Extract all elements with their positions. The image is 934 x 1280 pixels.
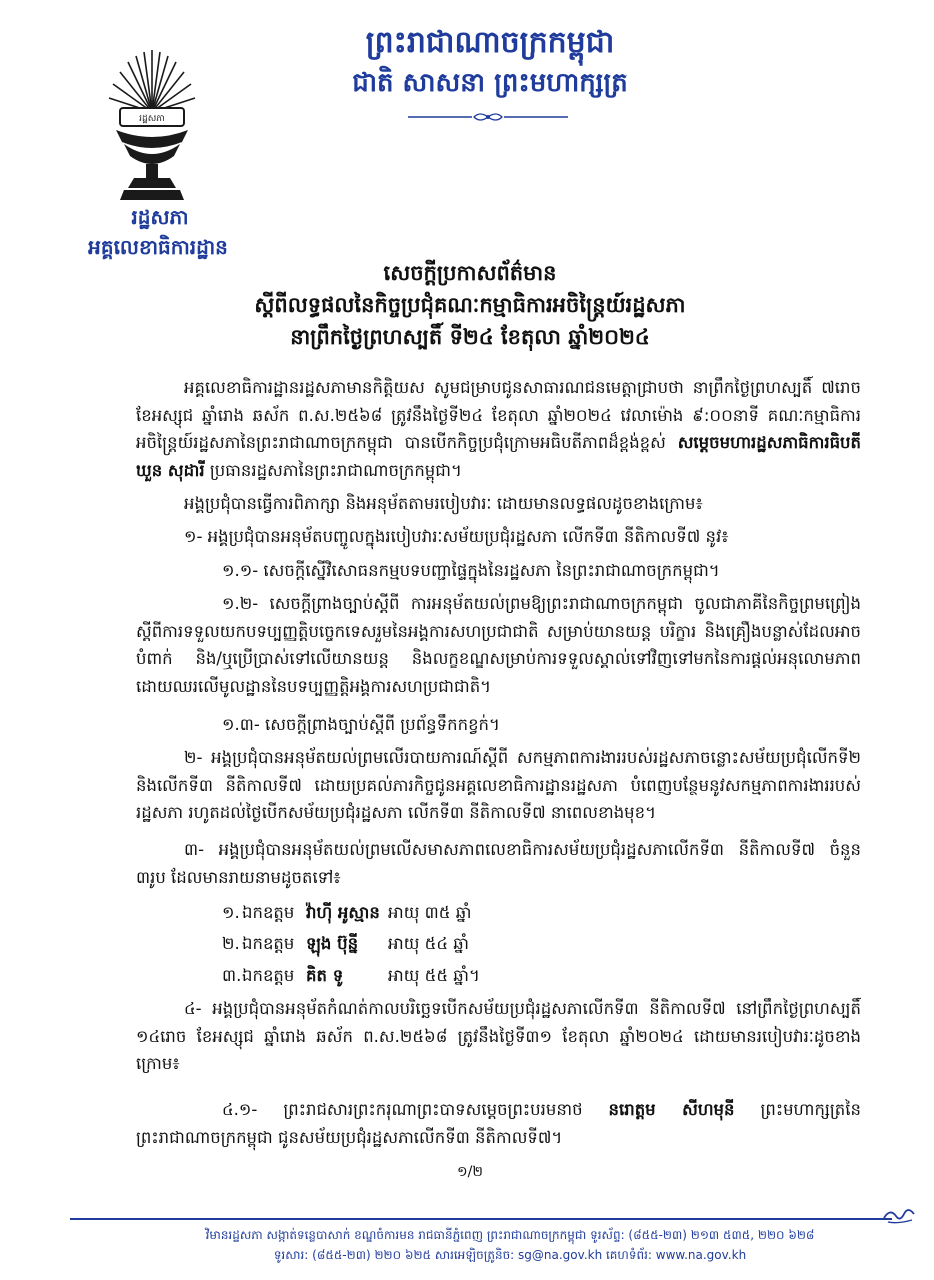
emblem-label: រដ្ឋសភា: [139, 114, 165, 124]
item-1-2: ១.២- សេចក្តីព្រាងច្បាប់ស្តីពី ការអនុម័តយល់ព្រមឱ្យព្រះរាជាណាចក្រកម្ពុជា ចូលជាភាគីនៃកិច្ចព្រមព្រៀងស្តីពីការទទួលយកបទប្បញ្ញត្តិបច្ចេកទេសរួមនៃអង្គការសហប្រជាជាតិ សម្រាប់យានយន្ត បរិក្ខារ និងគ្រឿងបន្លាស់ដែលអាចបំពាក់ និង/ឬប្រើប្រាស់ទៅលើយានយន្ត និងលក្ខខណ្ឌសម្រាប់ការទទួលស្គាល់ទៅវិញទៅមកនៃការផ្តល់អនុលោមភាពដោយឈរលើមូលដ្ឋាននៃបទប្បញ្ញត្តិអង្គការសហប្រជាជាតិ។: [136, 594, 861, 696]
member-age: អាយុ ៣៥ ឆ្នាំ: [388, 903, 472, 922]
member-row: [222, 962, 480, 990]
member-name: វ៉ាហ៊ី អូស្មាន: [306, 903, 380, 922]
page-number: ១/២: [457, 1164, 483, 1180]
kingdom-heading: ព្រះរាជាណាចក្រកម្ពុជា: [365, 25, 615, 60]
member-age: អាយុ ៥៥ ឆ្នាំ។: [388, 966, 480, 985]
footer-divider: [70, 1218, 892, 1220]
document-date-line: នាព្រឹកថ្ងៃព្រហស្បតិ៍ ទី២៤ ខែតុលា ឆ្នាំ២០២៤: [290, 325, 650, 349]
item-3: ៣- អង្គប្រជុំបានអនុម័តយល់ព្រមលើសមាសភាពលេខាធិការសម័យប្រជុំរដ្ឋសភាលើកទី៣ នីតិកាលទី៧ ចំនួន ៣រូប ដែលមានរាយនាមដូចតទៅ៖: [136, 840, 861, 887]
member-age: អាយុ ៥៤ ឆ្នាំ: [388, 934, 469, 953]
member-title: ឯកឧត្តម: [242, 966, 295, 985]
member-row: [222, 930, 469, 958]
footer-address: វិមានរដ្ឋសភា សង្កាត់ទន្លេបាសាក់ ខណ្ឌចំការមន រាជធានីភ្នំពេញ ព្រះរាជាណាចក្រកម្ពុជា ទូរស័ព្ទ: (៨៥៥-២៣) ២១៣ ៥៣៥, ២២០ ៦២៨: [205, 1228, 815, 1242]
member-number: ២.: [222, 934, 240, 953]
footer-flourish-icon: [882, 1204, 918, 1226]
member-name: ឡុង ប៊ុន្នី: [306, 934, 359, 953]
member-title: ឯកឧត្តម: [242, 934, 295, 953]
king-name: នរោត្តម សីហមុនី: [608, 1100, 735, 1119]
member-number: ៣.: [222, 966, 242, 985]
motto-heading: ជាតិ សាសនា ព្រះមហាក្សត្រ: [352, 68, 628, 98]
document-subtitle: ស្តីពីលទ្ធផលនៃកិច្ចប្រជុំគណៈកម្មាធិការអចិន្ត្រៃយ៍រដ្ឋសភា: [254, 293, 686, 317]
item-4-1-end: ព្រះមហាក្សត្រនៃព្រះរាជាណាចក្រកម្ពុជា ជូនសម័យប្រជុំរដ្ឋសភាលើកទី៣ នីតិកាលទី៧។: [136, 1100, 861, 1147]
member-number: ១.: [222, 903, 240, 922]
member-row: [222, 899, 471, 927]
national-assembly-emblem-icon: [104, 46, 200, 206]
intro-end-text: ប្រធានរដ្ឋសភានៃព្រះរាជាណាចក្រកម្ពុជា។: [204, 460, 462, 480]
president-name: សម្តេចមហារដ្ឋសភាធិការធិបតី ឃួន សុដារី: [136, 433, 861, 480]
item-4-1-text: ៤.១- ព្រះរាជសារព្រះករុណាព្រះបាទសម្តេចព្រះបរមនាថ: [222, 1100, 609, 1119]
member-name: គិត ទូ: [306, 966, 344, 985]
item-1: ១- អង្គប្រជុំបានអនុម័តបញ្ចូលក្នុងរបៀបវារៈសម័យប្រជុំរដ្ឋសភា លើកទី៣ នីតិកាលទី៧ នូវ៖: [184, 527, 729, 546]
intro-text: អគ្គលេខាធិការដ្ឋានរដ្ឋសភាមានកិត្តិយស សូមជម្រាបជូនសាធារណជនមេត្តាជ្រាបថា នាព្រឹកថ្ងៃព្រហស្បតិ៍ ៧រោច ខែអស្សុជ ឆ្នាំរោង ឆស័ក ព.ស.២៥៦៨ ត្រូវនឹងថ្ងៃទី២៤ ខែតុលា ឆ្នាំ២០២៤ វេលាម៉ោង ៩:០០នាទី គណៈកម្មាធិការអចិន្ត្រៃយ៍រដ្ឋសភានៃព្រះរាជាណាចក្រកម្ពុជា បានបើកកិច្ចប្រជុំក្រោមអធិបតីភាពដ៏ខ្ពង់ខ្ពស់: [136, 378, 861, 452]
org-name-line1: រដ្ឋសភា: [131, 205, 189, 229]
org-name-line2: អគ្គលេខាធិការដ្ឋាន: [88, 235, 228, 259]
item-2: ២- អង្គប្រជុំបានអនុម័តយល់ព្រមលើរបាយការណ៍ស្តីពី សកម្មភាពការងាររបស់រដ្ឋសភាចន្លោះសម័យប្រជុំលើកទី២ និងលើកទី៣ នីតិកាលទី៧ ដោយប្រគល់ភារកិច្ចជូនអគ្គលេខាធិការដ្ឋានរដ្ឋសភា បំពេញបន្ថែមនូវសកម្មភាពការងាររបស់រដ្ឋសភា រហូតដល់ថ្ងៃបើកសម័យប្រជុំរដ្ឋសភា លើកទី៣ នីតិកាលទី៧ នាពេលខាងមុខ។: [136, 748, 861, 822]
document-title: សេចក្តីប្រកាសព័ត៌មាន: [383, 261, 557, 285]
item-1-1: ១.១- សេចក្តីស្នើវិសោធនកម្មបទបញ្ជាផ្ទៃក្នុងនៃរដ្ឋសភា នៃព្រះរាជាណាចក្រកម្ពុជា។: [222, 561, 720, 580]
item-1-3: ១.៣- សេចក្តីព្រាងច្បាប់ស្តីពី ប្រព័ន្ធទឹកកខ្វក់។: [222, 715, 500, 734]
agenda-line: អង្គប្រជុំបានធ្វើការពិភាក្សា និងអនុម័តតាមរបៀបវារៈ ដោយមានលទ្ធផលដូចខាងក្រោម៖: [184, 494, 703, 513]
item-4: ៤- អង្គប្រជុំបានអនុម័តកំណត់កាលបរិច្ឆេទបើកសម័យប្រជុំរដ្ឋសភាលើកទី៣ នីតិកាលទី៧ នៅព្រឹកថ្ងៃព្រហស្បតិ៍ ១៤រោច ខែអស្សុជ ឆ្នាំរោង ឆស័ក ព.ស.២៥៦៨ ត្រូវនឹងថ្ងៃទី៣១ ខែតុលា ឆ្នាំ២០២៤ ដោយមានរបៀបវារៈដូចខាងក្រោម៖: [136, 999, 861, 1073]
item-4-1: [136, 1096, 861, 1152]
member-title: ឯកឧត្តម: [242, 903, 295, 922]
intro-paragraph: [136, 374, 861, 486]
ornament-divider: [408, 110, 568, 124]
footer-contact: ទូរសារ: (៨៥៥-២៣) ២២០ ៦២៥ សារអេឡិចត្រូនិច: sg@na.gov.kh គេហទំព័រ: www.na.gov.kh: [273, 1248, 747, 1262]
